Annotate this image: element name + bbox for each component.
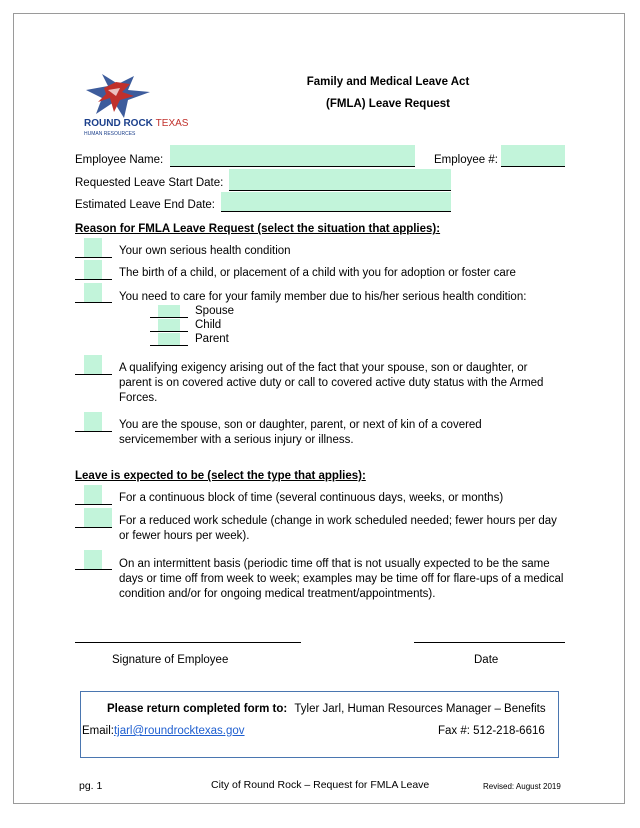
- reason-option-1: Your own serious health condition: [119, 245, 291, 257]
- end-date-label: Estimated Leave End Date:: [75, 199, 215, 211]
- family-child: Child: [195, 319, 222, 331]
- employee-number-field[interactable]: [501, 145, 565, 167]
- logo-text-texas: TEXAS: [155, 118, 189, 129]
- employee-name-field[interactable]: [170, 145, 415, 167]
- reason-checkbox-2[interactable]: [84, 260, 102, 280]
- leave-option-3: On an intermittent basis (periodic time off that is not usually expected to be the same days or time off from week to week; examples may be time off for flare-ups of a medical condition and/or for ongoing medical treatment/appointments).: [119, 558, 564, 600]
- email-link[interactable]: tjarl@roundrocktexas.gov: [113, 725, 245, 737]
- reason-checkbox-3[interactable]: [84, 283, 102, 303]
- reason-option-2: The birth of a child, or placement of a child with you for adoption or foster care: [119, 267, 516, 279]
- start-date-field[interactable]: [229, 169, 451, 191]
- family-spouse: Spouse: [195, 305, 235, 317]
- signature-line[interactable]: [75, 642, 301, 643]
- footer-center: City of Round Rock – Request for FMLA Leave: [211, 779, 430, 791]
- reason-checkbox-1[interactable]: [84, 238, 102, 258]
- round-rock-logo: [78, 70, 213, 140]
- family-parent: Parent: [195, 333, 229, 345]
- reason-option-5: You are the spouse, son or daughter, parent, or next of kin of a covered servicemember with a serious injury or illness.: [119, 419, 482, 446]
- date-label: Date: [474, 654, 499, 666]
- reason-checkbox-4[interactable]: [84, 355, 102, 375]
- reason-checkbox-5[interactable]: [84, 412, 102, 432]
- leave-checkbox-2[interactable]: [84, 508, 112, 528]
- employee-name-label: Employee Name:: [75, 154, 164, 166]
- reason-option-4: A qualifying exigency arising out of the fact that your spouse, son or daughter, or parent is on covered active duty or call to covered active duty status with the Armed Forces.: [119, 362, 544, 404]
- family-checkbox-child[interactable]: [158, 319, 180, 331]
- leave-checkbox-1[interactable]: [84, 485, 102, 505]
- family-checkbox-parent[interactable]: [158, 333, 180, 345]
- reason-heading: Reason for FMLA Leave Request (select the situation that applies):: [75, 223, 441, 235]
- leave-checkbox-3[interactable]: [84, 550, 102, 570]
- email-line: [82, 725, 245, 737]
- employee-number-label: Employee #:: [434, 154, 498, 166]
- revised-date: Revised: August 2019: [483, 782, 561, 791]
- logo-subtext: HUMAN RESOURCES: [84, 131, 136, 137]
- leave-option-1: For a continuous block of time (several continuous days, weeks, or months): [119, 492, 504, 504]
- leave-option-2: For a reduced work schedule (change in work scheduled needed; fewer hours per day or fewer hours per week).: [119, 515, 557, 542]
- family-checkbox-spouse[interactable]: [158, 305, 180, 317]
- start-date-label: Requested Leave Start Date:: [75, 177, 224, 189]
- return-label: Please return completed form to:: [107, 703, 288, 715]
- leave-type-heading: Leave is expected to be (select the type that applies):: [75, 470, 366, 482]
- email-label: Email:: [82, 725, 114, 737]
- form-title-line2: (FMLA) Leave Request: [326, 98, 450, 110]
- return-instruction: [107, 703, 546, 715]
- date-line[interactable]: [414, 642, 565, 643]
- signature-label: Signature of Employee: [112, 654, 229, 666]
- end-date-field[interactable]: [221, 192, 451, 212]
- logo-text: ROUND ROCK: [84, 118, 153, 129]
- fax-number: Fax #: 512-218-6616: [438, 725, 545, 737]
- page-number: pg. 1: [79, 780, 103, 792]
- star-logo-icon: [78, 70, 158, 122]
- return-recipient: Tyler Jarl, Human Resources Manager – Benefits: [294, 703, 546, 715]
- reason-option-3: You need to care for your family member due to his/her serious health condition:: [119, 291, 527, 303]
- form-title-line1: Family and Medical Leave Act: [306, 76, 470, 88]
